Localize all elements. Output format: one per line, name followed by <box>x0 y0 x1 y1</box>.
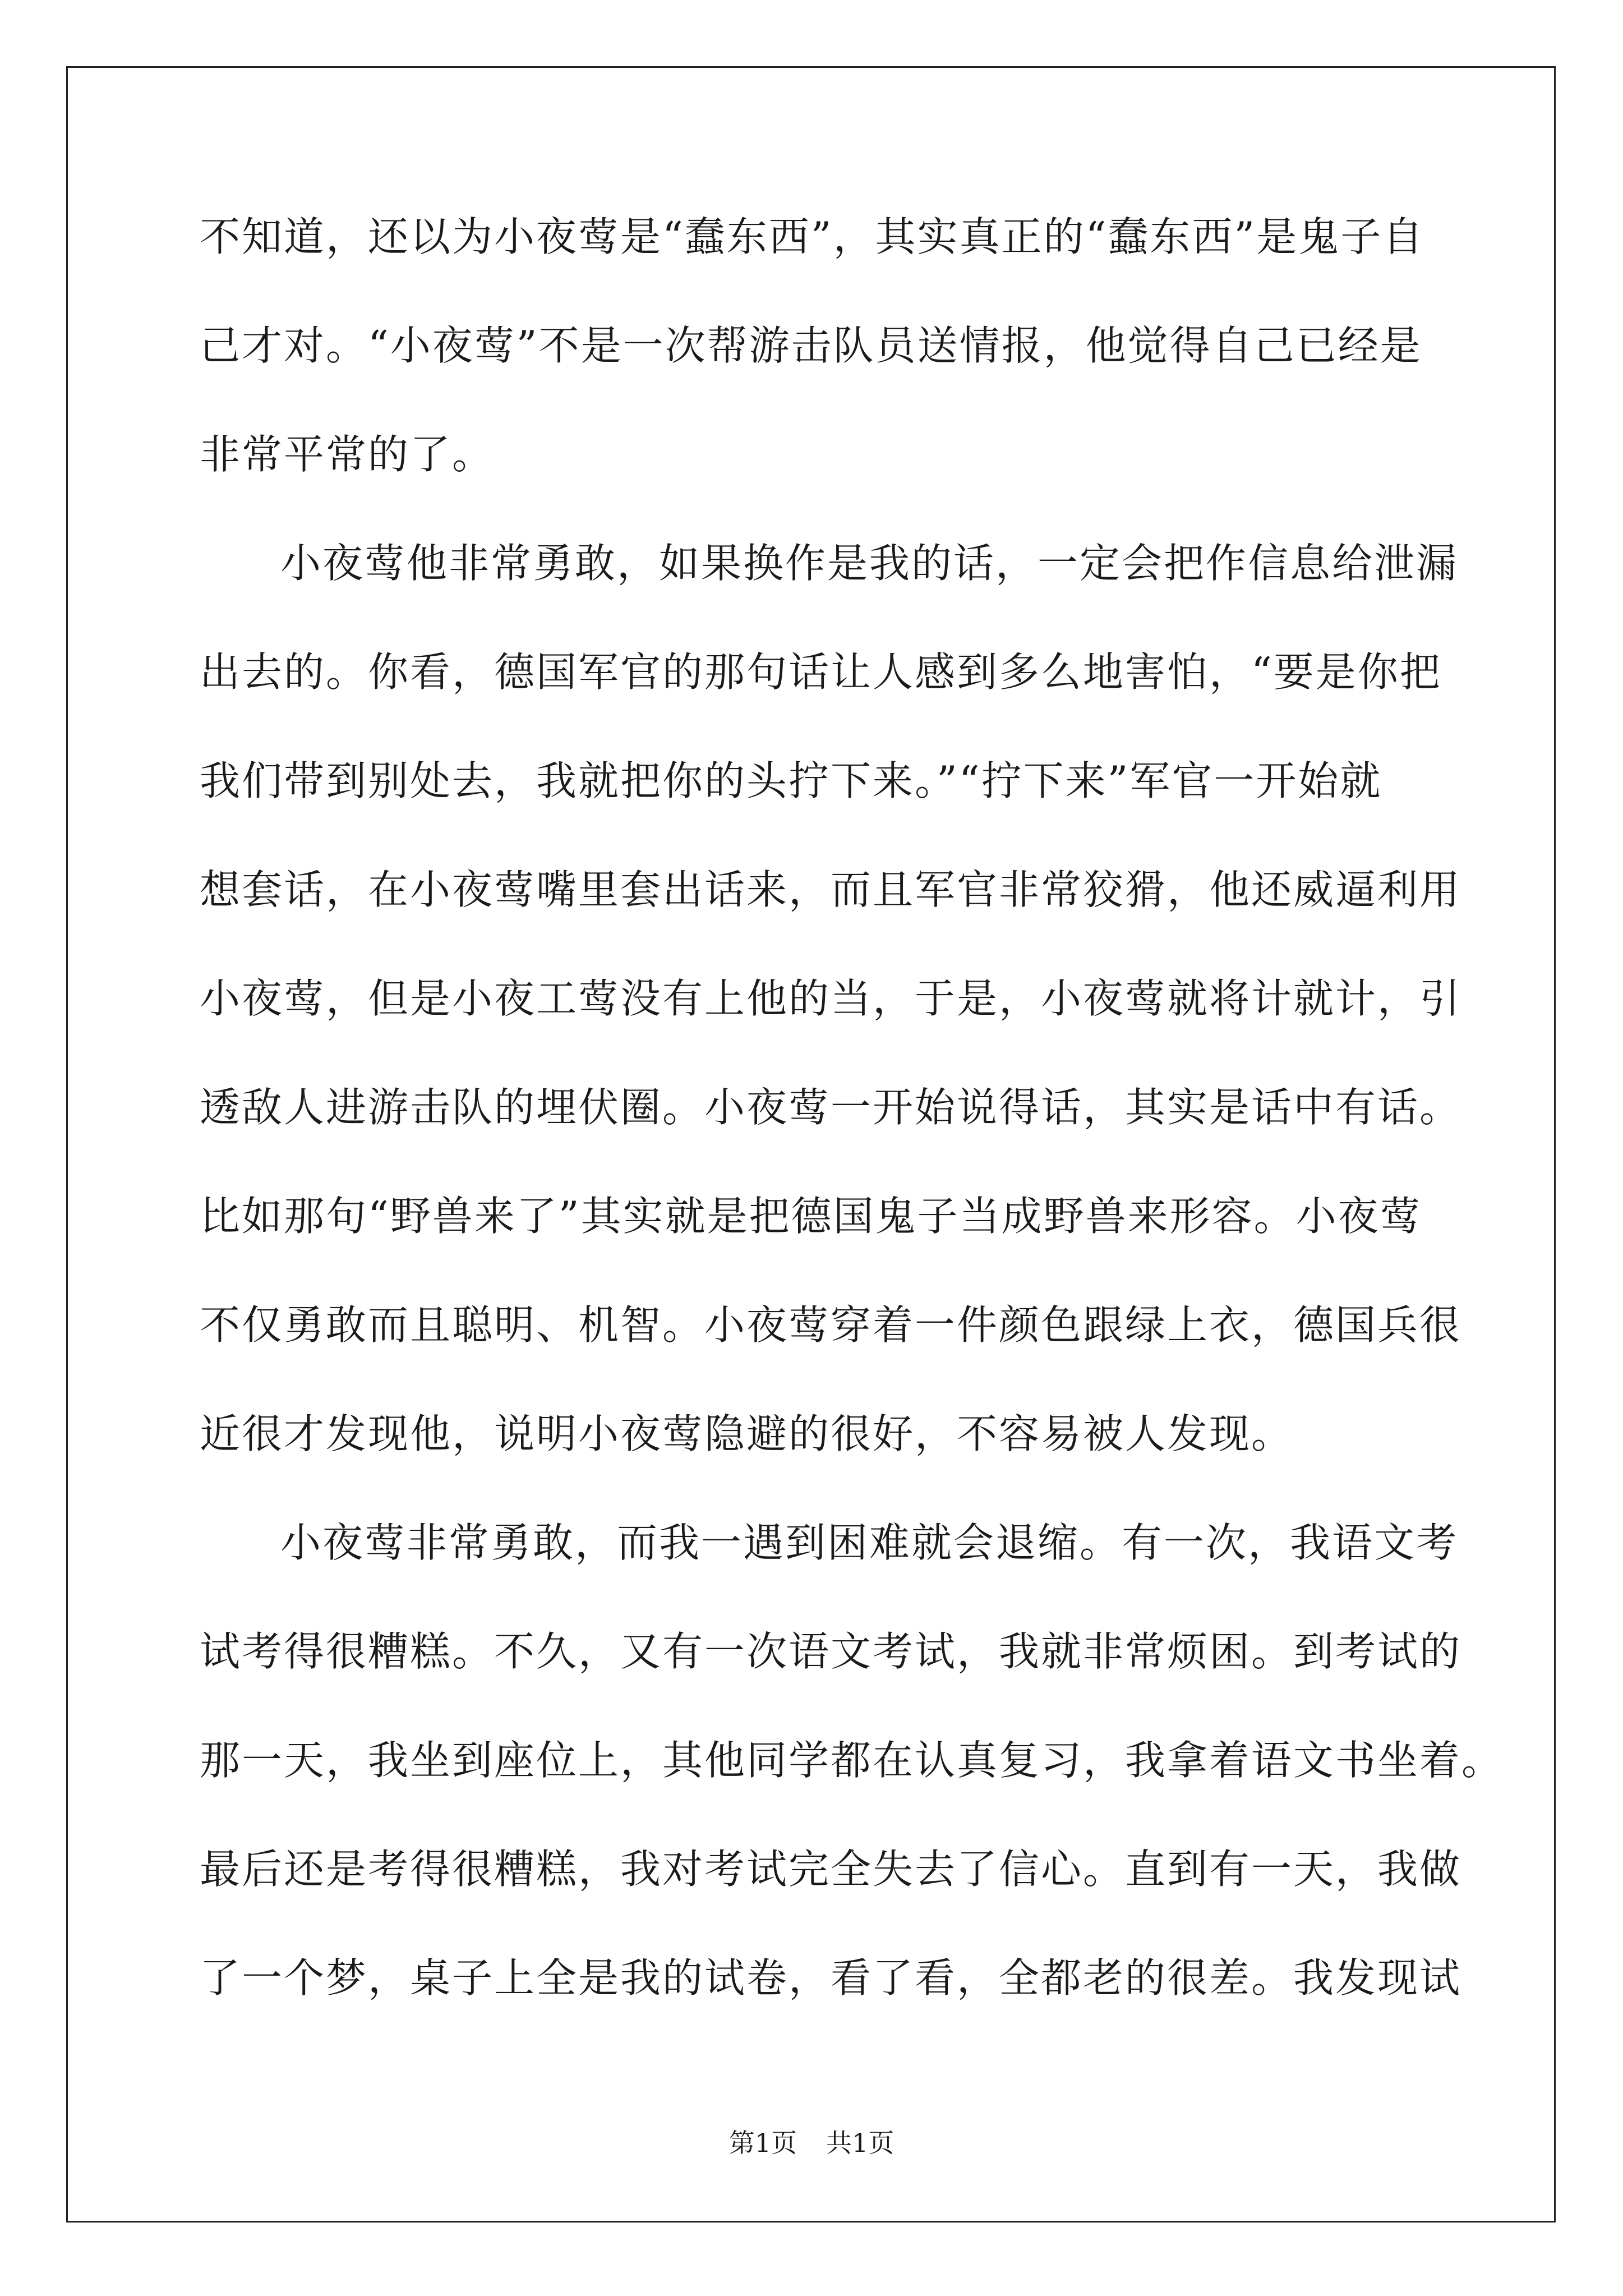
text-line-17: 了一个梦，桌子上全是我的试卷，看了看，全都老的很差。我发现试 <box>200 1954 1462 2001</box>
text-line-7: 想套话，在小夜莺嘴里套出话来，而且军官非常狡猾，他还威逼利用 <box>200 866 1462 913</box>
text-line-2: 己才对。“小夜莺”不是一次帮游击队员送情报，他觉得自己已经是 <box>200 322 1422 369</box>
text-line-8: 小夜莺，但是小夜工莺没有上他的当，于是，小夜莺就将计就计，引 <box>200 975 1462 1022</box>
document-body <box>200 209 1504 2059</box>
text-line-16: 最后还是考得很糟糕，我对考试完全失去了信心。直到有一天，我做 <box>200 1846 1462 1893</box>
text-line-4: 小夜莺他非常勇敢，如果换作是我的话，一定会把作信息给泄漏 <box>280 540 1459 587</box>
text-line-3: 非常平常的了。 <box>200 431 495 478</box>
page-footer <box>0 2126 1623 2160</box>
page-number: 第1页 <box>728 2128 797 2158</box>
text-line-9: 透敌人进游击队的埋伏圈。小夜莺一开始说得话，其实是话中有话。 <box>200 1084 1462 1131</box>
text-line-10: 比如那句“野兽来了”其实就是把德国鬼子当成野兽来形容。小夜莺 <box>200 1193 1422 1240</box>
text-line-14: 试考得很糟糕。不久，又有一次语文考试，我就非常烦困。到考试的 <box>200 1628 1462 1675</box>
text-line-15: 那一天，我坐到座位上，其他同学都在认真复习，我拿着语文书坐着。 <box>200 1737 1504 1784</box>
text-line-11: 不仅勇敢而且聪明、机智。小夜莺穿着一件颜色跟绿上衣，德国兵很 <box>200 1301 1462 1349</box>
text-line-5: 出去的。你看，德国军官的那句话让人感到多么地害怕，“要是你把 <box>200 648 1442 696</box>
text-line-6: 我们带到别处去，我就把你的头拧下来。”“拧下来”军官一开始就 <box>200 757 1382 804</box>
text-line-13: 小夜莺非常勇敢，而我一遇到困难就会退缩。有一次，我语文考 <box>280 1519 1459 1566</box>
text-line-1: 不知道，还以为小夜莺是“蠢东西”，其实真正的“蠢东西”是鬼子自 <box>200 213 1425 260</box>
text-line-12: 近很才发现他，说明小夜莺隐避的很好，不容易被人发现。 <box>200 1410 1294 1457</box>
page-total: 共1页 <box>826 2128 895 2158</box>
